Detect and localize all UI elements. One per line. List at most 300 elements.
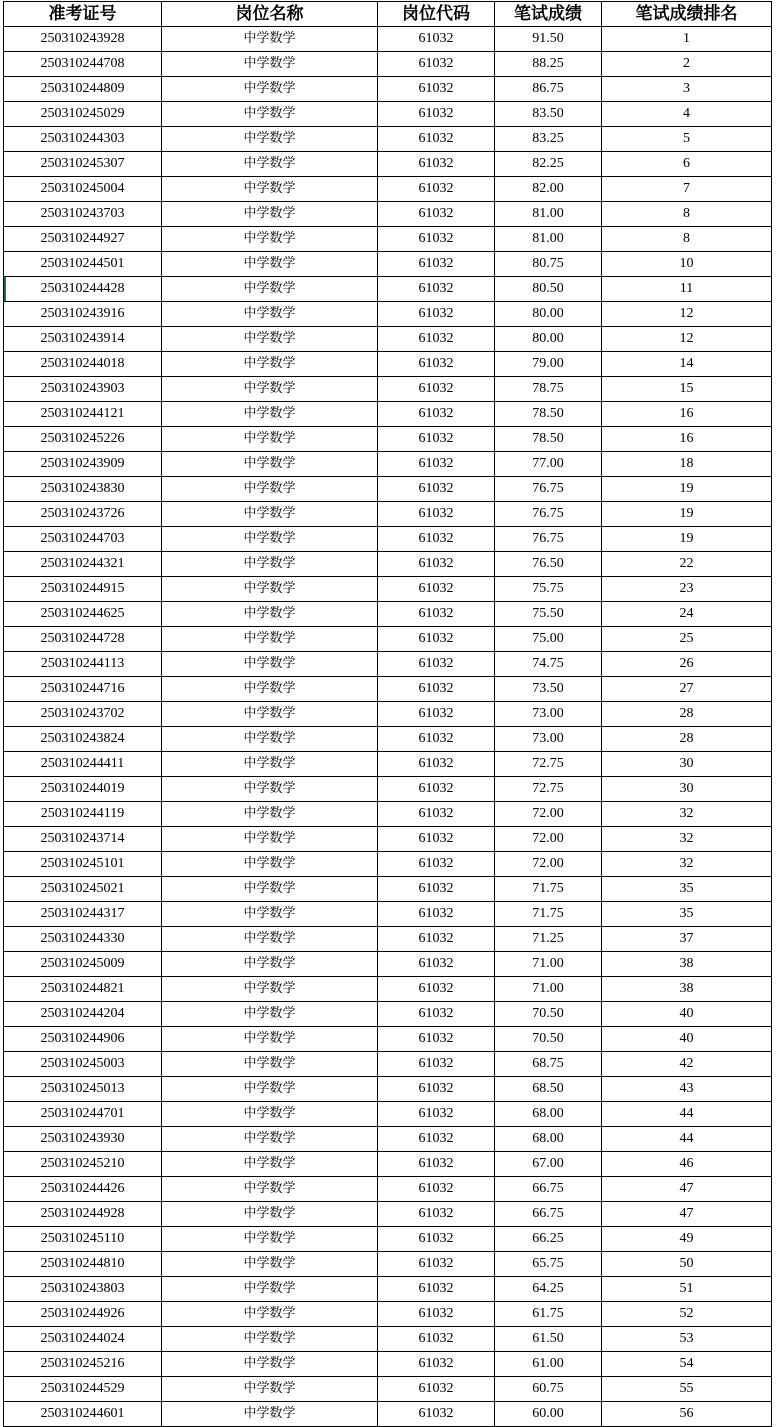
position-name-cell[interactable]: 中学数学: [162, 577, 378, 602]
position-name-cell[interactable]: 中学数学: [162, 327, 378, 352]
written-score-cell[interactable]: 81.00: [495, 227, 602, 252]
written-score-cell[interactable]: 68.75: [495, 1052, 602, 1077]
written-score-cell[interactable]: 82.25: [495, 152, 602, 177]
exam-id-cell[interactable]: 250310244821: [4, 977, 162, 1002]
written-score-cell[interactable]: 76.75: [495, 502, 602, 527]
score-rank-cell[interactable]: 19: [602, 527, 772, 552]
position-code-cell[interactable]: 61032: [378, 377, 495, 402]
exam-id-cell[interactable]: 250310244330: [4, 927, 162, 952]
position-code-cell[interactable]: 61032: [378, 952, 495, 977]
written-score-cell[interactable]: 67.00: [495, 1152, 602, 1177]
position-name-cell[interactable]: 中学数学: [162, 1277, 378, 1302]
position-name-cell[interactable]: 中学数学: [162, 152, 378, 177]
exam-id-cell[interactable]: 250310243916: [4, 302, 162, 327]
score-rank-cell[interactable]: 32: [602, 852, 772, 877]
position-code-cell[interactable]: 61032: [378, 1302, 495, 1327]
position-name-cell[interactable]: 中学数学: [162, 1152, 378, 1177]
position-name-cell[interactable]: 中学数学: [162, 752, 378, 777]
score-rank-cell[interactable]: 1: [602, 27, 772, 52]
score-rank-cell[interactable]: 43: [602, 1077, 772, 1102]
score-rank-cell[interactable]: 8: [602, 227, 772, 252]
score-rank-cell[interactable]: 55: [602, 1377, 772, 1402]
exam-id-cell[interactable]: 250310244728: [4, 627, 162, 652]
position-code-cell[interactable]: 61032: [378, 227, 495, 252]
score-rank-cell[interactable]: 16: [602, 402, 772, 427]
written-score-cell[interactable]: 72.00: [495, 827, 602, 852]
position-code-cell[interactable]: 61032: [378, 52, 495, 77]
exam-id-cell[interactable]: 250310244501: [4, 252, 162, 277]
written-score-cell[interactable]: 74.75: [495, 652, 602, 677]
score-rank-cell[interactable]: 28: [602, 727, 772, 752]
position-name-cell[interactable]: 中学数学: [162, 302, 378, 327]
exam-id-cell[interactable]: 250310244716: [4, 677, 162, 702]
written-score-cell[interactable]: 72.00: [495, 802, 602, 827]
score-rank-cell[interactable]: 37: [602, 927, 772, 952]
written-score-cell[interactable]: 80.00: [495, 302, 602, 327]
exam-id-cell[interactable]: 250310245029: [4, 102, 162, 127]
position-name-cell[interactable]: 中学数学: [162, 827, 378, 852]
written-score-cell[interactable]: 71.00: [495, 977, 602, 1002]
written-score-cell[interactable]: 72.75: [495, 752, 602, 777]
score-rank-cell[interactable]: 51: [602, 1277, 772, 1302]
position-name-cell[interactable]: 中学数学: [162, 952, 378, 977]
position-code-cell[interactable]: 61032: [378, 1152, 495, 1177]
position-code-cell[interactable]: 61032: [378, 602, 495, 627]
written-score-cell[interactable]: 72.75: [495, 777, 602, 802]
position-code-cell[interactable]: 61032: [378, 77, 495, 102]
table-row: [4, 452, 772, 477]
exam-id-cell[interactable]: 250310244915: [4, 577, 162, 602]
position-code-cell[interactable]: 61032: [378, 177, 495, 202]
written-score-cell[interactable]: 75.00: [495, 627, 602, 652]
written-score-cell[interactable]: 91.50: [495, 27, 602, 52]
header-position-code[interactable]: 岗位代码: [378, 2, 495, 27]
table-row: [4, 552, 772, 577]
table-header: [4, 2, 772, 27]
score-rank-cell[interactable]: 10: [602, 252, 772, 277]
score-rank-cell[interactable]: 38: [602, 977, 772, 1002]
position-name-cell[interactable]: 中学数学: [162, 627, 378, 652]
written-score-cell[interactable]: 68.00: [495, 1102, 602, 1127]
score-rank-cell[interactable]: 8: [602, 202, 772, 227]
written-score-cell[interactable]: 70.50: [495, 1002, 602, 1027]
written-score-cell[interactable]: 73.00: [495, 702, 602, 727]
written-score-cell[interactable]: 60.75: [495, 1377, 602, 1402]
position-name-cell[interactable]: 中学数学: [162, 1077, 378, 1102]
score-rank-cell[interactable]: 38: [602, 952, 772, 977]
exam-id-cell[interactable]: 250310245216: [4, 1352, 162, 1377]
written-score-cell[interactable]: 75.50: [495, 602, 602, 627]
written-score-cell[interactable]: 72.00: [495, 852, 602, 877]
position-code-cell[interactable]: 61032: [378, 1127, 495, 1152]
written-score-cell[interactable]: 80.00: [495, 327, 602, 352]
exam-id-cell[interactable]: 250310244321: [4, 552, 162, 577]
table-row: [4, 427, 772, 452]
position-code-cell[interactable]: 61032: [378, 152, 495, 177]
score-rank-cell[interactable]: 40: [602, 1027, 772, 1052]
position-name-cell[interactable]: 中学数学: [162, 52, 378, 77]
position-code-cell[interactable]: 61032: [378, 127, 495, 152]
exam-id-cell[interactable]: 250310244426: [4, 1177, 162, 1202]
written-score-cell[interactable]: 73.50: [495, 677, 602, 702]
score-rank-cell[interactable]: 6: [602, 152, 772, 177]
position-name-cell[interactable]: 中学数学: [162, 1202, 378, 1227]
position-code-cell[interactable]: 61032: [378, 1102, 495, 1127]
score-rank-cell[interactable]: 12: [602, 302, 772, 327]
position-name-cell[interactable]: 中学数学: [162, 227, 378, 252]
position-code-cell[interactable]: 61032: [378, 1002, 495, 1027]
position-code-cell[interactable]: 61032: [378, 27, 495, 52]
score-rank-cell[interactable]: 26: [602, 652, 772, 677]
position-code-cell[interactable]: 61032: [378, 927, 495, 952]
score-rank-cell[interactable]: 52: [602, 1302, 772, 1327]
exam-id-cell[interactable]: 250310244601: [4, 1402, 162, 1427]
position-name-cell[interactable]: 中学数学: [162, 1002, 378, 1027]
written-score-cell[interactable]: 78.50: [495, 402, 602, 427]
written-score-cell[interactable]: 66.75: [495, 1177, 602, 1202]
position-code-cell[interactable]: 61032: [378, 277, 495, 302]
written-score-cell[interactable]: 83.25: [495, 127, 602, 152]
score-rank-cell[interactable]: 40: [602, 1002, 772, 1027]
exam-id-cell[interactable]: 250310244204: [4, 1002, 162, 1027]
position-code-cell[interactable]: 61032: [378, 902, 495, 927]
exam-id-cell[interactable]: 250310245226: [4, 427, 162, 452]
position-code-cell[interactable]: 61032: [378, 977, 495, 1002]
exam-id-cell[interactable]: 250310244428: [4, 277, 162, 302]
exam-id-cell[interactable]: 250310244529: [4, 1377, 162, 1402]
position-name-cell[interactable]: 中学数学: [162, 1252, 378, 1277]
position-code-cell[interactable]: 61032: [378, 1327, 495, 1352]
position-name-cell[interactable]: 中学数学: [162, 552, 378, 577]
position-code-cell[interactable]: 61032: [378, 802, 495, 827]
position-code-cell[interactable]: 61032: [378, 552, 495, 577]
position-name-cell[interactable]: 中学数学: [162, 377, 378, 402]
position-name-cell[interactable]: 中学数学: [162, 277, 378, 302]
score-rank-cell[interactable]: 28: [602, 702, 772, 727]
position-name-cell[interactable]: 中学数学: [162, 802, 378, 827]
written-score-cell[interactable]: 83.50: [495, 102, 602, 127]
score-rank-cell[interactable]: 11: [602, 277, 772, 302]
position-code-cell[interactable]: 61032: [378, 1227, 495, 1252]
written-score-cell[interactable]: 71.25: [495, 927, 602, 952]
position-code-cell[interactable]: 61032: [378, 1027, 495, 1052]
score-rank-cell[interactable]: 19: [602, 477, 772, 502]
written-score-cell[interactable]: 80.50: [495, 277, 602, 302]
position-code-cell[interactable]: 61032: [378, 877, 495, 902]
exam-id-cell[interactable]: 250310244708: [4, 52, 162, 77]
table-row: [4, 1402, 772, 1427]
exam-id-cell[interactable]: 250310244625: [4, 602, 162, 627]
score-rank-cell[interactable]: 23: [602, 577, 772, 602]
table-row: [4, 152, 772, 177]
position-code-cell[interactable]: 61032: [378, 527, 495, 552]
score-rank-cell[interactable]: 32: [602, 802, 772, 827]
exam-id-cell[interactable]: 250310243830: [4, 477, 162, 502]
score-rank-cell[interactable]: 47: [602, 1202, 772, 1227]
score-rank-cell[interactable]: 5: [602, 127, 772, 152]
header-row: [4, 2, 772, 27]
position-name-cell[interactable]: 中学数学: [162, 1302, 378, 1327]
exam-id-cell[interactable]: 250310244113: [4, 652, 162, 677]
exam-id-cell[interactable]: 250310245004: [4, 177, 162, 202]
table-row: [4, 277, 772, 302]
written-score-cell[interactable]: 66.25: [495, 1227, 602, 1252]
score-rank-cell[interactable]: 50: [602, 1252, 772, 1277]
position-code-cell[interactable]: 61032: [378, 452, 495, 477]
exam-id-cell[interactable]: 250310244317: [4, 902, 162, 927]
position-name-cell[interactable]: 中学数学: [162, 1027, 378, 1052]
position-code-cell[interactable]: 61032: [378, 402, 495, 427]
score-rank-cell[interactable]: 35: [602, 877, 772, 902]
exam-id-cell[interactable]: 250310244303: [4, 127, 162, 152]
written-score-cell[interactable]: 71.00: [495, 952, 602, 977]
written-score-cell[interactable]: 70.50: [495, 1027, 602, 1052]
table-row: [4, 777, 772, 802]
position-name-cell[interactable]: 中学数学: [162, 202, 378, 227]
score-rank-cell[interactable]: 7: [602, 177, 772, 202]
written-score-cell[interactable]: 76.75: [495, 527, 602, 552]
position-name-cell[interactable]: 中学数学: [162, 1052, 378, 1077]
position-name-cell[interactable]: 中学数学: [162, 427, 378, 452]
position-name-cell[interactable]: 中学数学: [162, 252, 378, 277]
position-code-cell[interactable]: 61032: [378, 1177, 495, 1202]
position-name-cell[interactable]: 中学数学: [162, 1377, 378, 1402]
position-code-cell[interactable]: 61032: [378, 252, 495, 277]
exam-id-cell[interactable]: 250310244701: [4, 1102, 162, 1127]
score-rank-cell[interactable]: 24: [602, 602, 772, 627]
table-row: [4, 852, 772, 877]
written-score-cell[interactable]: 79.00: [495, 352, 602, 377]
exam-id-cell[interactable]: 250310244119: [4, 802, 162, 827]
position-code-cell[interactable]: 61032: [378, 102, 495, 127]
score-rank-cell[interactable]: 2: [602, 52, 772, 77]
score-rank-cell[interactable]: 25: [602, 627, 772, 652]
exam-id-cell[interactable]: 250310243726: [4, 502, 162, 527]
exam-id-cell[interactable]: 250310243714: [4, 827, 162, 852]
score-rank-cell[interactable]: 16: [602, 427, 772, 452]
score-rank-cell[interactable]: 30: [602, 777, 772, 802]
position-name-cell[interactable]: 中学数学: [162, 1352, 378, 1377]
written-score-cell[interactable]: 61.00: [495, 1352, 602, 1377]
exam-id-cell[interactable]: 250310244019: [4, 777, 162, 802]
position-code-cell[interactable]: 61032: [378, 652, 495, 677]
position-name-cell[interactable]: 中学数学: [162, 1177, 378, 1202]
position-code-cell[interactable]: 61032: [378, 1202, 495, 1227]
score-rank-cell[interactable]: 54: [602, 1352, 772, 1377]
written-score-cell[interactable]: 68.50: [495, 1077, 602, 1102]
position-name-cell[interactable]: 中学数学: [162, 77, 378, 102]
written-score-cell[interactable]: 65.75: [495, 1252, 602, 1277]
position-code-cell[interactable]: 61032: [378, 302, 495, 327]
exam-id-cell[interactable]: 250310245307: [4, 152, 162, 177]
position-name-cell[interactable]: 中学数学: [162, 1127, 378, 1152]
score-rank-cell[interactable]: 12: [602, 327, 772, 352]
exam-id-cell[interactable]: 250310245110: [4, 1227, 162, 1252]
written-score-cell[interactable]: 61.50: [495, 1327, 602, 1352]
position-code-cell[interactable]: 61032: [378, 327, 495, 352]
position-name-cell[interactable]: 中学数学: [162, 102, 378, 127]
written-score-cell[interactable]: 73.00: [495, 727, 602, 752]
score-rank-cell[interactable]: 42: [602, 1052, 772, 1077]
header-exam-id[interactable]: 准考证号: [4, 2, 162, 27]
table-row: [4, 802, 772, 827]
score-rank-cell[interactable]: 44: [602, 1102, 772, 1127]
position-name-cell[interactable]: 中学数学: [162, 927, 378, 952]
position-name-cell[interactable]: 中学数学: [162, 902, 378, 927]
position-name-cell[interactable]: 中学数学: [162, 402, 378, 427]
position-code-cell[interactable]: 61032: [378, 627, 495, 652]
exam-id-cell[interactable]: 250310245009: [4, 952, 162, 977]
header-score-rank[interactable]: 笔试成绩排名: [602, 2, 772, 27]
written-score-cell[interactable]: 76.75: [495, 477, 602, 502]
position-name-cell[interactable]: 中学数学: [162, 852, 378, 877]
table-body: [4, 27, 772, 1427]
position-code-cell[interactable]: 61032: [378, 1052, 495, 1077]
position-name-cell[interactable]: 中学数学: [162, 702, 378, 727]
table-row: [4, 52, 772, 77]
exam-id-cell[interactable]: 250310244927: [4, 227, 162, 252]
position-name-cell[interactable]: 中学数学: [162, 1102, 378, 1127]
position-name-cell[interactable]: 中学数学: [162, 127, 378, 152]
position-code-cell[interactable]: 61032: [378, 1402, 495, 1427]
written-score-cell[interactable]: 71.75: [495, 877, 602, 902]
table-row: [4, 927, 772, 952]
written-score-cell[interactable]: 78.50: [495, 427, 602, 452]
table-row: [4, 977, 772, 1002]
exam-id-cell[interactable]: 250310243903: [4, 377, 162, 402]
exam-id-cell[interactable]: 250310244024: [4, 1327, 162, 1352]
exam-id-cell[interactable]: 250310244906: [4, 1027, 162, 1052]
exam-id-cell[interactable]: 250310244411: [4, 752, 162, 777]
position-code-cell[interactable]: 61032: [378, 777, 495, 802]
exam-id-cell[interactable]: 250310243930: [4, 1127, 162, 1152]
score-rank-cell[interactable]: 14: [602, 352, 772, 377]
score-rank-cell[interactable]: 46: [602, 1152, 772, 1177]
score-rank-cell[interactable]: 53: [602, 1327, 772, 1352]
score-rank-cell[interactable]: 3: [602, 77, 772, 102]
written-score-cell[interactable]: 76.50: [495, 552, 602, 577]
score-rank-cell[interactable]: 22: [602, 552, 772, 577]
header-position-name[interactable]: 岗位名称: [162, 2, 378, 27]
written-score-cell[interactable]: 86.75: [495, 77, 602, 102]
score-rank-cell[interactable]: 15: [602, 377, 772, 402]
position-name-cell[interactable]: 中学数学: [162, 477, 378, 502]
position-name-cell[interactable]: 中学数学: [162, 177, 378, 202]
written-score-cell[interactable]: 64.25: [495, 1277, 602, 1302]
position-code-cell[interactable]: 61032: [378, 1352, 495, 1377]
exam-id-cell[interactable]: 250310244926: [4, 1302, 162, 1327]
written-score-cell[interactable]: 78.75: [495, 377, 602, 402]
position-code-cell[interactable]: 61032: [378, 1077, 495, 1102]
written-score-cell[interactable]: 60.00: [495, 1402, 602, 1427]
exam-id-cell[interactable]: 250310243803: [4, 1277, 162, 1302]
exam-id-cell[interactable]: 250310245101: [4, 852, 162, 877]
header-written-score[interactable]: 笔试成绩: [495, 2, 602, 27]
position-code-cell[interactable]: 61032: [378, 477, 495, 502]
position-name-cell[interactable]: 中学数学: [162, 1227, 378, 1252]
position-name-cell[interactable]: 中学数学: [162, 27, 378, 52]
position-name-cell[interactable]: 中学数学: [162, 777, 378, 802]
position-code-cell[interactable]: 61032: [378, 352, 495, 377]
exam-id-cell[interactable]: 250310243928: [4, 27, 162, 52]
position-code-cell[interactable]: 61032: [378, 702, 495, 727]
position-code-cell[interactable]: 61032: [378, 1377, 495, 1402]
position-name-cell[interactable]: 中学数学: [162, 1402, 378, 1427]
written-score-cell[interactable]: 77.00: [495, 452, 602, 477]
position-code-cell[interactable]: 61032: [378, 852, 495, 877]
written-score-cell[interactable]: 80.75: [495, 252, 602, 277]
position-code-cell[interactable]: 61032: [378, 202, 495, 227]
exam-id-cell[interactable]: 250310244809: [4, 77, 162, 102]
score-rank-cell[interactable]: 30: [602, 752, 772, 777]
position-code-cell[interactable]: 61032: [378, 752, 495, 777]
exam-id-cell[interactable]: 250310243702: [4, 702, 162, 727]
score-rank-cell[interactable]: 44: [602, 1127, 772, 1152]
position-name-cell[interactable]: 中学数学: [162, 602, 378, 627]
position-code-cell[interactable]: 61032: [378, 827, 495, 852]
written-score-cell[interactable]: 81.00: [495, 202, 602, 227]
exam-id-cell[interactable]: 250310244928: [4, 1202, 162, 1227]
score-rank-cell[interactable]: 27: [602, 677, 772, 702]
written-score-cell[interactable]: 82.00: [495, 177, 602, 202]
written-score-cell[interactable]: 66.75: [495, 1202, 602, 1227]
score-rank-cell[interactable]: 4: [602, 102, 772, 127]
written-score-cell[interactable]: 71.75: [495, 902, 602, 927]
position-code-cell[interactable]: 61032: [378, 677, 495, 702]
position-name-cell[interactable]: 中学数学: [162, 727, 378, 752]
position-code-cell[interactable]: 61032: [378, 502, 495, 527]
exam-id-cell[interactable]: 250310244703: [4, 527, 162, 552]
score-rank-cell[interactable]: 47: [602, 1177, 772, 1202]
score-rank-cell[interactable]: 18: [602, 452, 772, 477]
position-name-cell[interactable]: 中学数学: [162, 977, 378, 1002]
position-name-cell[interactable]: 中学数学: [162, 1327, 378, 1352]
written-score-cell[interactable]: 75.75: [495, 577, 602, 602]
exam-id-cell[interactable]: 250310245003: [4, 1052, 162, 1077]
position-code-cell[interactable]: 61032: [378, 1252, 495, 1277]
position-code-cell[interactable]: 61032: [378, 1277, 495, 1302]
position-name-cell[interactable]: 中学数学: [162, 452, 378, 477]
position-name-cell[interactable]: 中学数学: [162, 677, 378, 702]
written-score-cell[interactable]: 61.75: [495, 1302, 602, 1327]
exam-id-cell[interactable]: 250310244810: [4, 1252, 162, 1277]
position-code-cell[interactable]: 61032: [378, 727, 495, 752]
exam-id-cell[interactable]: 250310243703: [4, 202, 162, 227]
exam-id-cell[interactable]: 250310243824: [4, 727, 162, 752]
exam-id-cell[interactable]: 250310244121: [4, 402, 162, 427]
position-name-cell[interactable]: 中学数学: [162, 527, 378, 552]
position-name-cell[interactable]: 中学数学: [162, 652, 378, 677]
written-score-cell[interactable]: 88.25: [495, 52, 602, 77]
score-rank-cell[interactable]: 56: [602, 1402, 772, 1427]
exam-id-cell[interactable]: 250310245013: [4, 1077, 162, 1102]
position-code-cell[interactable]: 61032: [378, 577, 495, 602]
position-name-cell[interactable]: 中学数学: [162, 352, 378, 377]
exam-id-cell[interactable]: 250310245210: [4, 1152, 162, 1177]
score-rank-cell[interactable]: 32: [602, 827, 772, 852]
exam-id-cell[interactable]: 250310245021: [4, 877, 162, 902]
exam-id-cell[interactable]: 250310243914: [4, 327, 162, 352]
position-code-cell[interactable]: 61032: [378, 427, 495, 452]
exam-id-cell[interactable]: 250310243909: [4, 452, 162, 477]
score-rank-cell[interactable]: 19: [602, 502, 772, 527]
score-rank-cell[interactable]: 49: [602, 1227, 772, 1252]
position-name-cell[interactable]: 中学数学: [162, 877, 378, 902]
exam-id-cell[interactable]: 250310244018: [4, 352, 162, 377]
written-score-cell[interactable]: 68.00: [495, 1127, 602, 1152]
score-rank-cell[interactable]: 35: [602, 902, 772, 927]
position-name-cell[interactable]: 中学数学: [162, 502, 378, 527]
